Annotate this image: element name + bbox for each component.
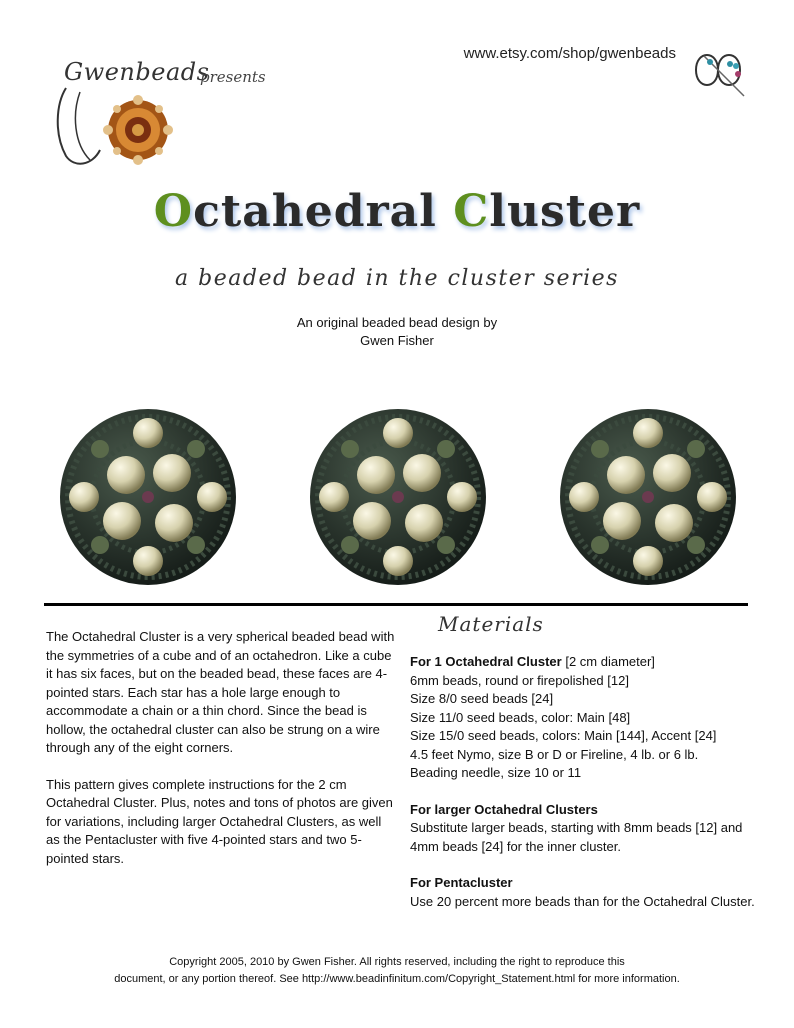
materials-item: Beading needle, size 10 or 11 (410, 765, 582, 780)
materials-section-1-note: [2 cm diameter] (561, 654, 655, 669)
logo-bead-icon (52, 84, 182, 174)
materials-item: Size 8/0 seed beads [24] (410, 691, 554, 706)
brand-name: Gwenbeads (64, 58, 210, 86)
materials-section-2-text: Substitute larger beads, starting with 8mm beads [12] and 4mm beads [24] for the inner cluster. (410, 820, 743, 854)
bead-photo-1 (60, 409, 236, 585)
materials-item: 4.5 feet Nymo, size B or D or Fireline, 4 lb. or 6 lb. (410, 746, 699, 762)
materials-heading: Materials (438, 612, 544, 636)
bead-photos (0, 392, 794, 602)
title-word-octahedral: ctahedral (193, 186, 454, 237)
needle-thread-icon (686, 40, 750, 100)
brand-presents: presents (200, 68, 266, 86)
materials-section-3-title: For Pentacluster (410, 875, 513, 890)
title-initial-o: O (153, 186, 194, 237)
shop-url[interactable]: www.etsy.com/shop/gwenbeads (463, 45, 676, 62)
copyright-line-1: Copyright 2005, 2010 by Gwen Fisher. All rights reserved, including the right to reproduce this (169, 956, 625, 968)
materials-section-1-title: For 1 Octahedral Cluster (410, 654, 562, 669)
title-word-cluster: luster (489, 186, 641, 237)
intro (0, 314, 794, 350)
intro-line-1: An original beaded bead design by (296, 315, 498, 330)
section-divider (44, 603, 748, 606)
description (46, 628, 396, 868)
materials-item: Size 15/0 seed beads, colors: Main [144], Accent [24] (410, 728, 717, 743)
materials-list (410, 653, 760, 911)
description-paragraph-2: This pattern gives complete instructions for the 2 cm Octahedral Cluster. Plus, notes and tons of photos are given for variations, including larger Octahedral Clusters, as well as the Pentacluster with five 4-pointed stars and two 5-pointed stars. (46, 776, 393, 866)
intro-author: Gwen Fisher (360, 333, 434, 348)
copyright-line-2: document, or any portion thereof. See http://www.beadinfinitum.com/Copyright_Statement.html for more information. (114, 973, 680, 985)
bead-photo-3 (560, 409, 736, 585)
copyright-footer (0, 954, 794, 988)
materials-item: 6mm beads, round or firepolished [12] (410, 672, 629, 688)
bead-photo-2 (310, 409, 486, 585)
page-subtitle: a beaded bead in the cluster series (175, 266, 619, 291)
materials-section-3-text: Use 20 percent more beads than for the Octahedral Cluster. (410, 893, 755, 909)
materials-section-2-title: For larger Octahedral Clusters (410, 801, 598, 817)
title-initial-c: C (453, 186, 490, 237)
description-paragraph-1: The Octahedral Cluster is a very spherical beaded bead with the symmetries of a cube and of an octahedron. Like a cube it has six faces, but on the beaded bead, these faces are 4-pointed stars. Each star has a hole large enough to accommodate a chain or a thin chord. Since the bead is hollow, the octahedral cluster can also be strung on a wire through any of the eight corners. (46, 629, 395, 755)
materials-item: Size 11/0 seed beads, color: Main [48] (410, 709, 631, 725)
page-title (0, 186, 794, 237)
